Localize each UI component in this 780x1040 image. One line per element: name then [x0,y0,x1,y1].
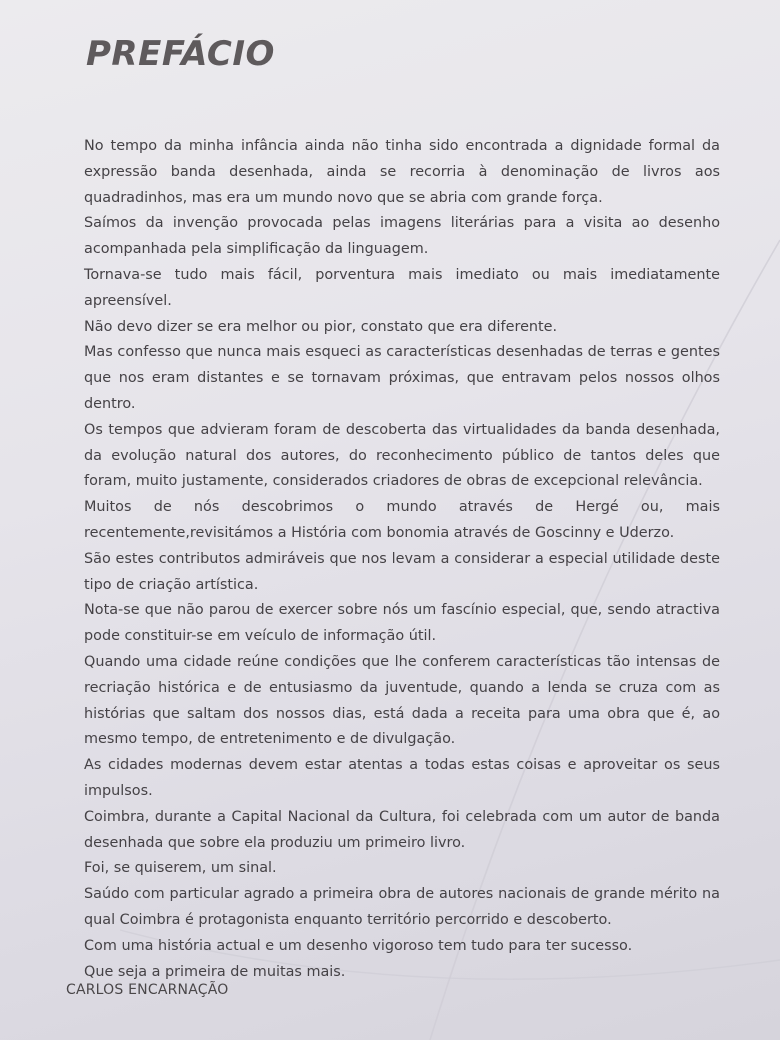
paragraph-8: São estes contributos admiráveis que nos levam a considerar a especial utilidade deste tipo de criação artística. [84,550,720,593]
paragraph-4: Não devo dizer se era melhor ou pior, constato que era diferente. [84,318,558,335]
preface-body [84,134,720,985]
paragraph-2: Saímos da invenção provocada pelas imagens literárias para a visita ao desenho acompanhada pela simplificação da linguagem. [84,215,720,258]
paragraph-9: Nota-se que não parou de exercer sobre nós um fascínio especial, que, sendo atractiva pode constituir-se em veículo de informação útil. [84,602,720,645]
paragraph-10: Quando uma cidade reúne condições que lhe conferem características tão intensas de recriação histórica e de entusiasmo da juventude, quando a lenda se cruza com as histórias que saltam dos nossos dias, está dada a receita para uma obra que é, ao mesmo tempo, de entretenimento e de divulgação. [84,653,720,748]
author-signature: CARLOS ENCARNAÇÃO [66,982,229,998]
paragraph-11: As cidades modernas devem estar atentas a todas estas coisas e aproveitar os seus impulsos. [84,757,720,799]
paragraph-7: Muitos de nós descobrimos o mundo através de Hergé ou, mais recentemente,revisitámos a História com bonomia através de Goscinny e Uderzo. [84,499,720,541]
paragraph-12: Coimbra, durante a Capital Nacional da Cultura, foi celebrada com um autor de banda desenhada que sobre ela produziu um primeiro livro. [84,808,720,851]
paragraph-16: Que seja a primeira de muitas mais. [84,963,346,980]
paragraph-15: Com uma história actual e um desenho vigoroso tem tudo para ter sucesso. [84,937,633,954]
page-title: PREFÁCIO [86,34,275,74]
paragraph-13: Foi, se quiserem, um sinal. [84,860,277,877]
paragraph-5: Mas confesso que nunca mais esqueci as características desenhadas de terras e gentes que nos eram distantes e se tornavam próximas, que entravam pelos nossos olhos dentro. [84,344,720,412]
paragraph-3: Tornava-se tudo mais fácil, porventura mais imediato ou mais imediatamente apreensível. [84,266,720,309]
paragraph-6: Os tempos que advieram foram de descoberta das virtualidades da banda desenhada, da evolução natural dos autores, do reconhecimento público de tantos deles que foram, muito justamente, considerados criadores de obras de excepcional relevância. [84,421,720,490]
paragraph-14: Saúdo com particular agrado a primeira obra de autores nacionais de grande mérito na qual Coimbra é protagonista enquanto território percorrido e descoberto. [84,886,720,928]
paragraph-1: No tempo da minha infância ainda não tinha sido encontrada a dignidade formal da expressão banda desenhada, ainda se recorria à denominação de livros aos quadradinhos, mas era um mundo novo que se abria com grande força. [84,138,720,206]
